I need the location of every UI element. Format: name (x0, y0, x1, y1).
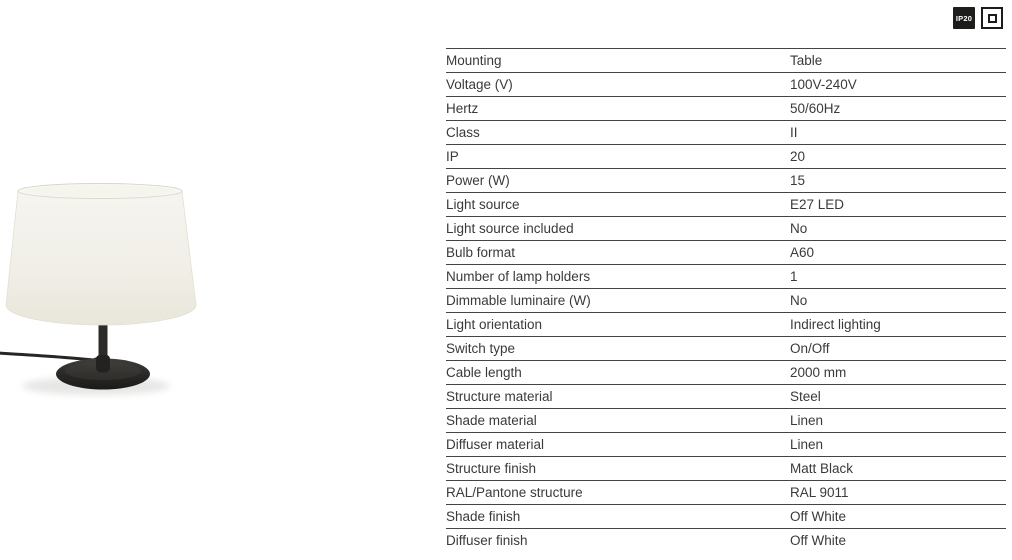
table-row (446, 72, 1006, 96)
table-row (446, 384, 1006, 408)
spec-table (446, 48, 1006, 552)
table-row (446, 528, 1006, 552)
spec-value: 1 (790, 269, 798, 284)
spec-value: Off White (790, 533, 847, 548)
spec-label: RAL/Pantone structure (446, 485, 583, 500)
stem-grommet (96, 355, 110, 372)
table-row (446, 144, 1006, 168)
spec-label: Dimmable luminaire (W) (446, 293, 591, 308)
spec-value: A60 (790, 245, 815, 260)
class-ii-inner-square (988, 14, 997, 23)
spec-label: Class (446, 125, 480, 140)
table-lamp-illustration (0, 175, 220, 410)
class-ii-double-insulation-icon (981, 7, 1003, 29)
table-row (446, 120, 1006, 144)
spec-value: 20 (790, 149, 806, 164)
spec-value: Linen (790, 413, 824, 428)
spec-label: Structure material (446, 389, 553, 404)
lamp-shade (6, 184, 196, 326)
ip20-rating-icon: IP20 (953, 7, 975, 29)
spec-value: 50/60Hz (790, 101, 841, 116)
table-row (446, 480, 1006, 504)
spec-value: 15 (790, 173, 806, 188)
spec-value: Indirect lighting (790, 317, 881, 332)
spec-value: 2000 mm (790, 365, 847, 380)
table-row (446, 264, 1006, 288)
spec-label: Voltage (V) (446, 77, 513, 92)
spec-label: Light source included (446, 221, 574, 236)
spec-value: On/Off (790, 341, 830, 356)
spec-label: Switch type (446, 341, 516, 356)
spec-value: II (790, 125, 798, 140)
table-row (446, 216, 1006, 240)
product-photo-table-lamp (0, 175, 220, 410)
spec-value: RAL 9011 (790, 485, 849, 500)
table-row (446, 48, 1006, 72)
spec-value: Linen (790, 437, 824, 452)
table-row (446, 192, 1006, 216)
table-row (446, 96, 1006, 120)
table-row (446, 288, 1006, 312)
spec-label: Shade finish (446, 509, 521, 524)
spec-label: Number of lamp holders (446, 269, 591, 284)
spec-label: Diffuser finish (446, 533, 528, 548)
table-row (446, 240, 1006, 264)
spec-value: E27 LED (790, 197, 845, 212)
spec-value: No (790, 293, 808, 308)
table-row (446, 432, 1006, 456)
spec-value: No (790, 221, 808, 236)
table-row (446, 360, 1006, 384)
table-row (446, 408, 1006, 432)
spec-label: Power (W) (446, 173, 510, 188)
spec-label: Bulb format (446, 245, 516, 260)
spec-label: Shade material (446, 413, 537, 428)
spec-label: Hertz (446, 101, 479, 116)
table-row (446, 504, 1006, 528)
shade-top-inner (24, 185, 176, 197)
power-cable (0, 353, 99, 360)
spec-label: Mounting (446, 53, 502, 68)
spec-label: Structure finish (446, 461, 537, 476)
table-row (446, 312, 1006, 336)
spec-value: Steel (790, 389, 821, 404)
spec-value: Matt Black (790, 461, 854, 476)
table-row (446, 456, 1006, 480)
spec-label: Cable length (446, 365, 522, 380)
table-row (446, 336, 1006, 360)
spec-label: Light orientation (446, 317, 543, 332)
spec-label: Light source (446, 197, 520, 212)
spec-value: Off White (790, 509, 847, 524)
spec-value: 100V-240V (790, 77, 857, 92)
certification-badges (953, 7, 1003, 29)
spec-label: Diffuser material (446, 437, 545, 452)
spec-value: Table (790, 53, 823, 68)
spec-label: IP (446, 149, 459, 164)
table-row (446, 168, 1006, 192)
